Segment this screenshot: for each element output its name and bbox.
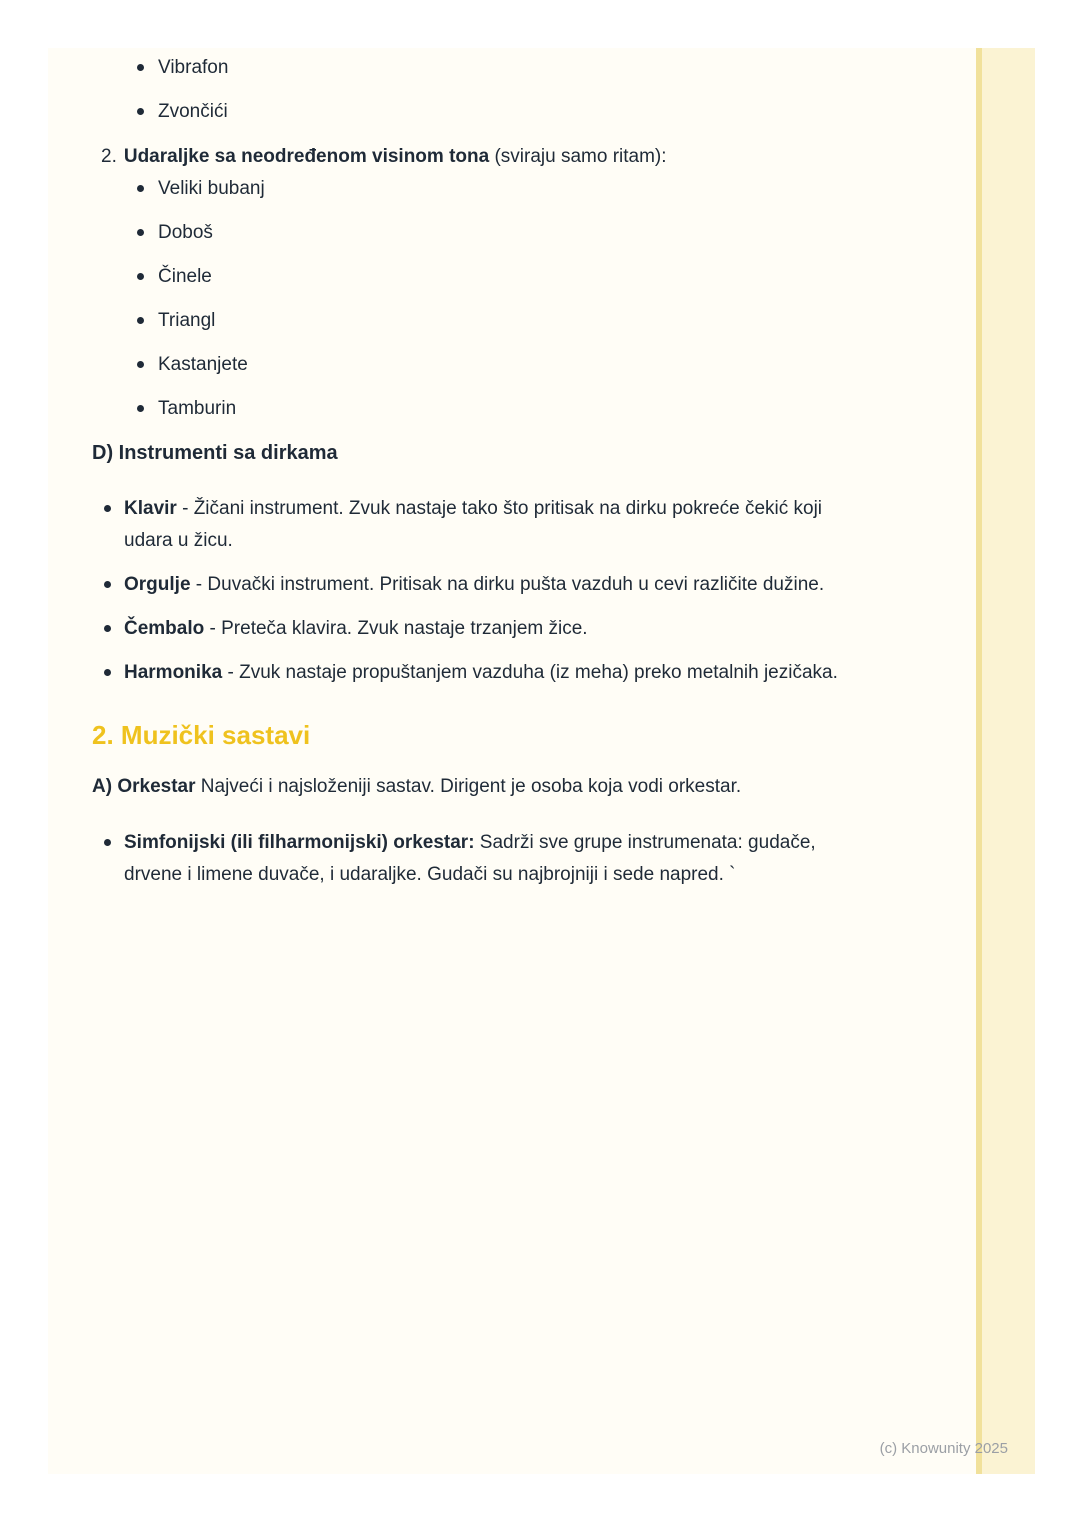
ensembles-list xyxy=(92,827,975,891)
heading-keyboard-instruments: D) Instrumenti sa dirkama xyxy=(92,442,338,464)
orkestar-paragraph xyxy=(92,771,972,803)
list-item xyxy=(158,52,975,84)
term-label: Orgulje xyxy=(124,574,191,595)
unpitched-percussion-list xyxy=(92,173,975,425)
list-item xyxy=(158,261,975,293)
copyright-text: (c) Knowunity 2025 xyxy=(879,1440,1008,1457)
bullet-icon xyxy=(137,185,144,192)
bullet-icon xyxy=(137,108,144,115)
pitched-percussion-list xyxy=(92,52,975,128)
list-item xyxy=(158,173,975,205)
list-item xyxy=(124,613,840,645)
bullet-icon xyxy=(104,669,111,676)
list-item-label: Veliki bubanj xyxy=(158,178,265,199)
list-item-label: Doboš xyxy=(158,222,213,243)
bullet-icon xyxy=(137,405,144,412)
item-title-bold: Udaraljke sa neodređenom visinom tona xyxy=(123,146,490,167)
term-label: Čembalo xyxy=(124,618,205,639)
bullet-icon xyxy=(137,273,144,280)
list-item-label: Vibrafon xyxy=(158,57,229,78)
list-item xyxy=(158,217,975,249)
list-item xyxy=(124,493,840,557)
term-label: Harmonika xyxy=(124,662,223,683)
bullet-icon xyxy=(104,839,111,846)
list-item-label: Činele xyxy=(158,266,212,287)
bullet-icon xyxy=(137,64,144,71)
term-description: - Preteča klavira. Zvuk nastaje trzanjem žice. xyxy=(204,618,588,639)
term-description: - Žičani instrument. Zvuk nastaje tako što pritisak na dirku pokreće čekić koji udara u žicu. xyxy=(124,498,823,551)
term-label: Simfonijski (ili filharmonijski) orkestar: xyxy=(124,832,475,853)
numbered-item-unpitched-percussion xyxy=(92,141,975,173)
term-description: - Zvuk nastaje propuštanjem vazduha (iz meha) preko metalnih jezičaka. xyxy=(222,662,838,683)
document-page xyxy=(48,48,1035,1474)
list-item-label: Tamburin xyxy=(158,398,237,419)
bullet-icon xyxy=(104,505,111,512)
bullet-icon xyxy=(137,317,144,324)
page-content xyxy=(48,48,1035,891)
bullet-icon xyxy=(137,229,144,236)
list-item-label: Triangl xyxy=(158,310,216,331)
keyboard-instruments-list xyxy=(92,493,975,689)
list-item xyxy=(124,827,840,891)
term-label: Klavir xyxy=(124,498,177,519)
bullet-icon xyxy=(104,625,111,632)
term-description: Najveći i najsloženiji sastav. Dirigent je osoba koja vodi orkestar. xyxy=(195,776,742,797)
list-item xyxy=(124,657,840,689)
term-label: A) Orkestar xyxy=(92,776,196,797)
list-item-label: Kastanjete xyxy=(158,354,248,375)
list-item xyxy=(158,305,975,337)
item-number: 2. xyxy=(101,146,117,167)
bullet-icon xyxy=(104,581,111,588)
list-item xyxy=(158,393,975,425)
term-description: - Duvački instrument. Pritisak na dirku pušta vazduh u cevi različite dužine. xyxy=(190,574,825,595)
list-item xyxy=(158,96,975,128)
heading-music-ensembles: 2. Muzički sastavi xyxy=(92,720,311,750)
list-item-label: Zvončići xyxy=(158,101,228,122)
list-item xyxy=(124,569,840,601)
list-item xyxy=(158,349,975,381)
bullet-icon xyxy=(137,361,144,368)
item-title-rest: (sviraju samo ritam): xyxy=(489,146,667,167)
term-description: Sadrži sve grupe instrumenata: gudače, drvene i limene duvače, i udaraljke. Gudači su najbrojniji i sede napred. ` xyxy=(124,832,816,885)
